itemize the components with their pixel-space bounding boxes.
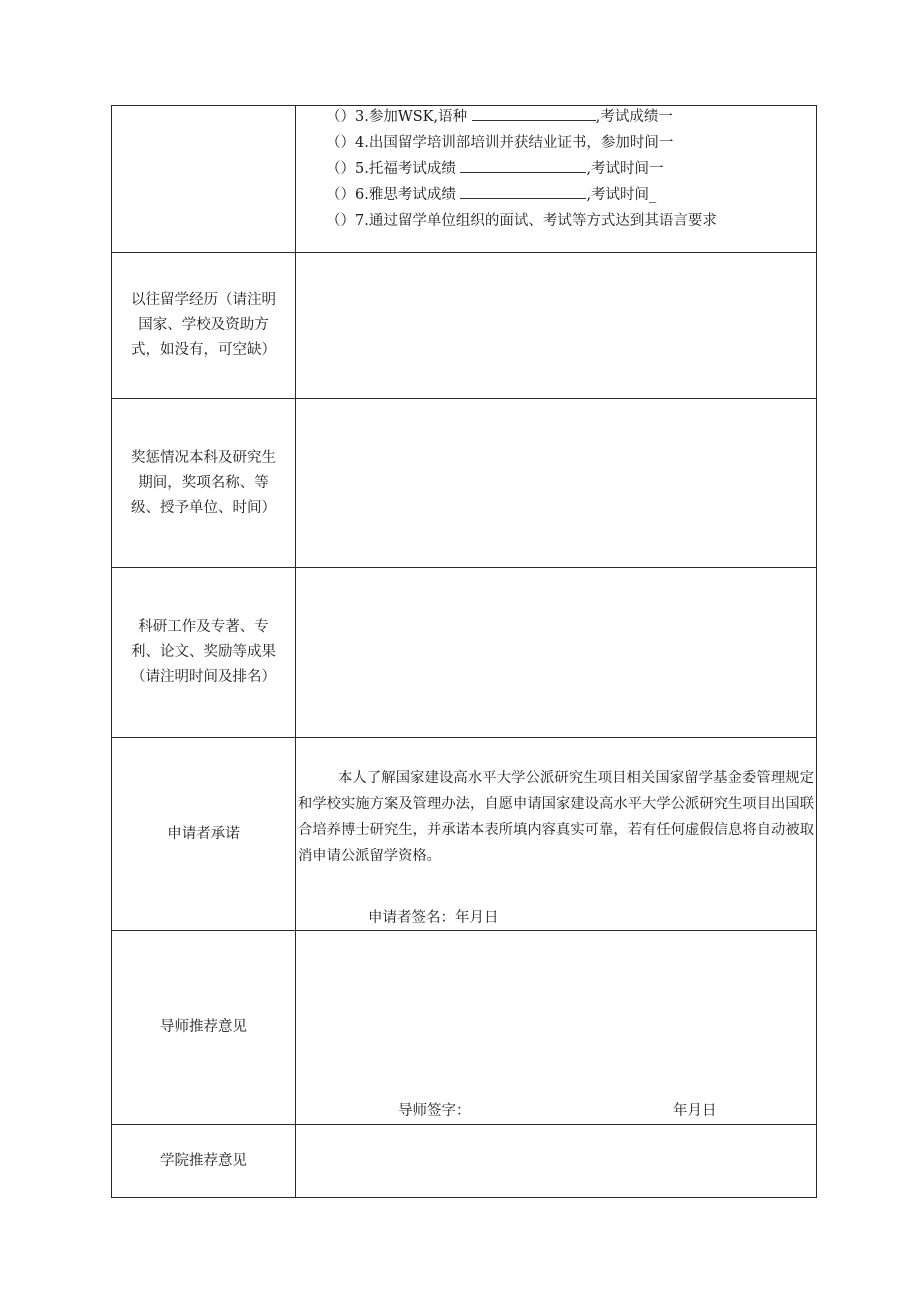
college-label: 学院推荐意见	[112, 1125, 296, 1198]
blank-line	[472, 105, 596, 121]
option-text: 7.通过留学单位组织的面试、考试等方式达到其语言要求	[355, 213, 717, 229]
application-form-table	[111, 105, 817, 1198]
advisor-date-line[interactable]: 年月日	[673, 1103, 717, 1119]
language-option-ielts[interactable]	[326, 182, 816, 208]
advisor-row	[112, 931, 817, 1125]
language-options-cell	[296, 106, 817, 253]
awards-input[interactable]	[296, 399, 817, 568]
blank-line	[460, 157, 586, 173]
advisor-signature-line[interactable]: 导师签字：	[398, 1103, 471, 1119]
awards-label: 奖惩情况本科及研究生期间，奖项名称、等级、授予单位、时间）	[112, 399, 296, 568]
option-text: 4.出国留学培训部培训并获结业证书，参加时间一	[355, 135, 674, 151]
research-row	[112, 568, 817, 738]
option-marker: （）	[326, 161, 355, 177]
option-marker: （）	[326, 109, 355, 125]
college-row	[112, 1125, 817, 1198]
option-text-suffix: ,考试成绩一	[595, 109, 673, 125]
option-marker: （）	[326, 187, 355, 203]
study-abroad-row	[112, 253, 817, 399]
language-option-wsk[interactable]	[326, 104, 816, 130]
option-marker: （）	[326, 135, 355, 151]
pledge-label: 申请者承诺	[112, 738, 296, 931]
language-label-cell	[112, 106, 296, 253]
option-text-suffix: ,考试时间一	[586, 161, 664, 177]
option-marker: （）	[326, 213, 355, 229]
blank-line	[460, 183, 586, 199]
language-option-toefl[interactable]	[326, 156, 816, 182]
language-option-training[interactable]	[326, 130, 816, 156]
advisor-opinion-input[interactable]	[296, 931, 817, 1125]
language-option-interview[interactable]	[326, 208, 816, 234]
research-input[interactable]	[296, 568, 817, 738]
applicant-signature-line[interactable]: 申请者签名：年月日	[368, 910, 499, 926]
option-text-suffix: ,考试时间_	[586, 187, 657, 203]
option-text: 3.参加WSK,语种	[355, 109, 468, 125]
pledge-cell	[296, 738, 817, 931]
pledge-row	[112, 738, 817, 931]
research-label: 科研工作及专著、专利、论文、奖励等成果（请注明时间及排名）	[112, 568, 296, 738]
option-text: 6.雅思考试成绩	[355, 187, 456, 203]
option-text: 5.托福考试成绩	[355, 161, 456, 177]
language-row	[112, 106, 817, 253]
study-abroad-label: 以往留学经历（请注明国家、学校及资助方式，如没有，可空缺）	[112, 253, 296, 399]
awards-row	[112, 399, 817, 568]
pledge-text: 本人了解国家建设高水平大学公派研究生项目相关国家留学基金委管理规定和学校实施方案及管理办法，自愿申请国家建设高水平大学公派研究生项目出国联合培养博士研究生，并承诺本表所填内容真实可靠，若有任何虚假信息将自动被取消申请公派留学资格。	[298, 770, 814, 864]
advisor-label: 导师推荐意见	[112, 931, 296, 1125]
college-opinion-input[interactable]	[296, 1125, 817, 1198]
study-abroad-input[interactable]	[296, 253, 817, 399]
